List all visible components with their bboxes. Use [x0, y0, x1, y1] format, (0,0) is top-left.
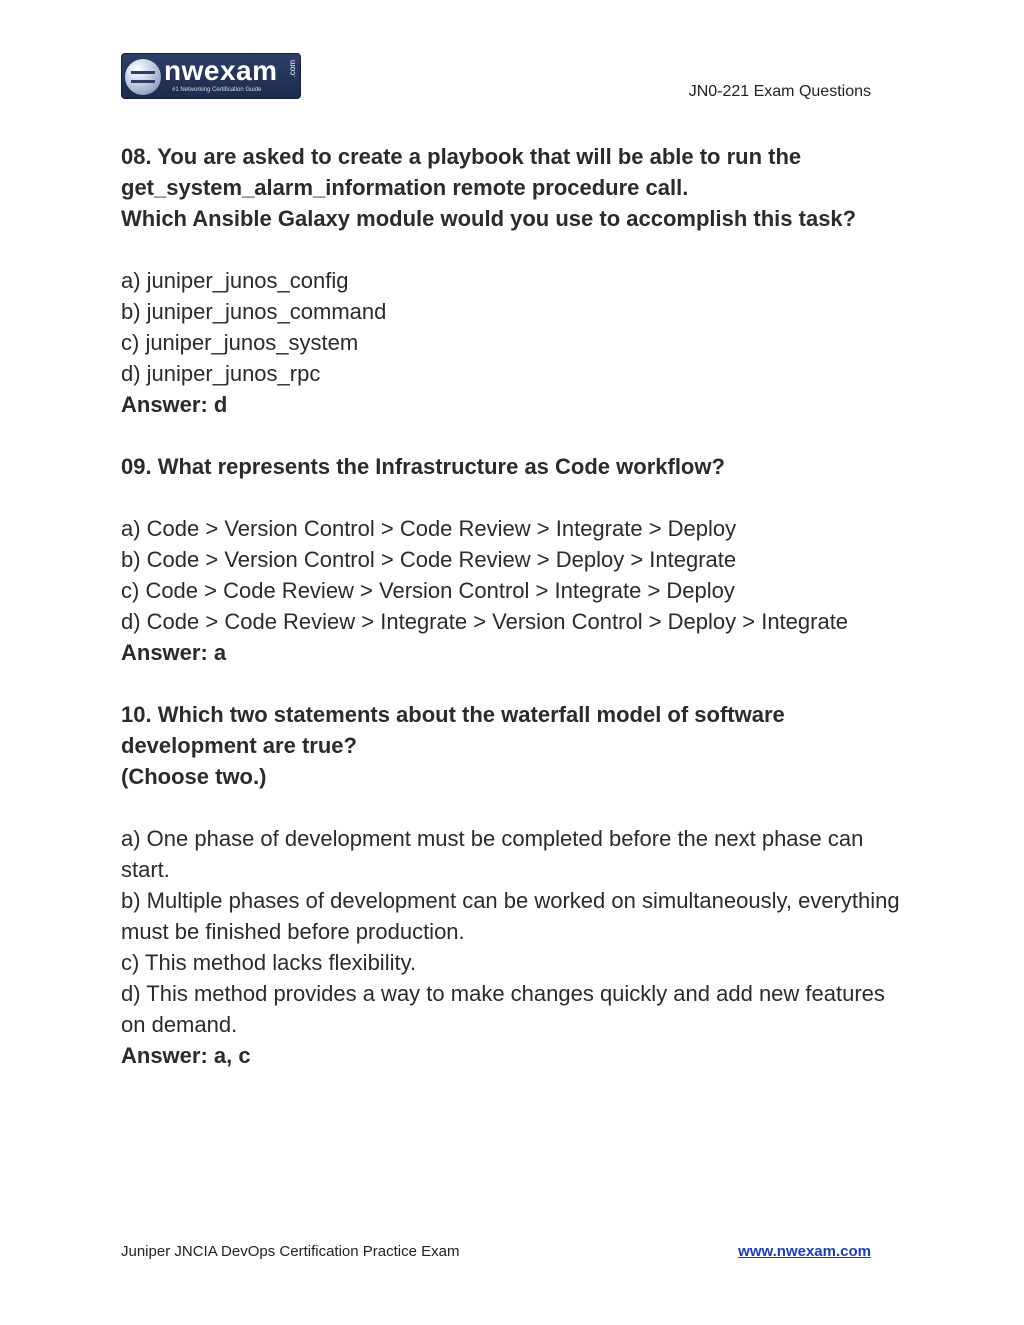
answer-option: d) Code > Code Review > Integrate > Version Control > Deploy > Integrate: [121, 609, 849, 634]
footer-exam-title: Juniper JNCIA DevOps Certification Practice Exam: [121, 1243, 460, 1260]
answer-option: d) This method provides a way to make changes quickly and add new features on demand.: [121, 981, 885, 1037]
answer-option: a) One phase of development must be completed before the next phase can start.: [121, 826, 864, 882]
question-text: 09. What represents the Infrastructure as Code workflow?: [121, 454, 725, 479]
header-title: JN0-221 Exam Questions: [688, 83, 871, 100]
question-text: 08. You are asked to create a playbook that will be able to run the get_system_alarm_information remote procedure call. Which Ansible Galaxy module would you use to accomplish this task?: [121, 144, 857, 231]
answer-option: b) Multiple phases of development can be worked on simultaneously, everything must be finished before production.: [121, 888, 900, 944]
logo-tld: .com: [288, 60, 297, 78]
answer-option: c) This method lacks flexibility.: [121, 950, 417, 975]
question-block: [121, 699, 911, 1071]
answer-option: c) juniper_junos_system: [121, 330, 359, 355]
correct-answer: Answer: d: [121, 392, 228, 417]
correct-answer: Answer: a, c: [121, 1043, 251, 1068]
answer-option: a) Code > Version Control > Code Review > Integrate > Deploy: [121, 516, 737, 541]
question-text: 10. Which two statements about the waterfall model of software development are true? (Choose two.): [121, 702, 785, 789]
logo-wordmark: nwexam: [164, 55, 278, 86]
answer-option: b) juniper_junos_command: [121, 299, 387, 324]
answer-option: d) juniper_junos_rpc: [121, 361, 321, 386]
logo-tagline: #1 Networking Certification Guide: [172, 87, 262, 93]
question-block: [121, 141, 911, 420]
answer-option: c) Code > Code Review > Version Control > Integrate > Deploy: [121, 578, 735, 603]
globe-icon: [125, 59, 161, 95]
answer-option: a) juniper_junos_config: [121, 268, 349, 293]
questions-content: [121, 141, 911, 1102]
question-block: [121, 451, 911, 668]
answer-option: b) Code > Version Control > Code Review > Deploy > Integrate: [121, 547, 737, 572]
footer-website-link[interactable]: www.nwexam.com: [738, 1243, 871, 1260]
nwexam-logo: [121, 53, 301, 99]
correct-answer: Answer: a: [121, 640, 227, 665]
